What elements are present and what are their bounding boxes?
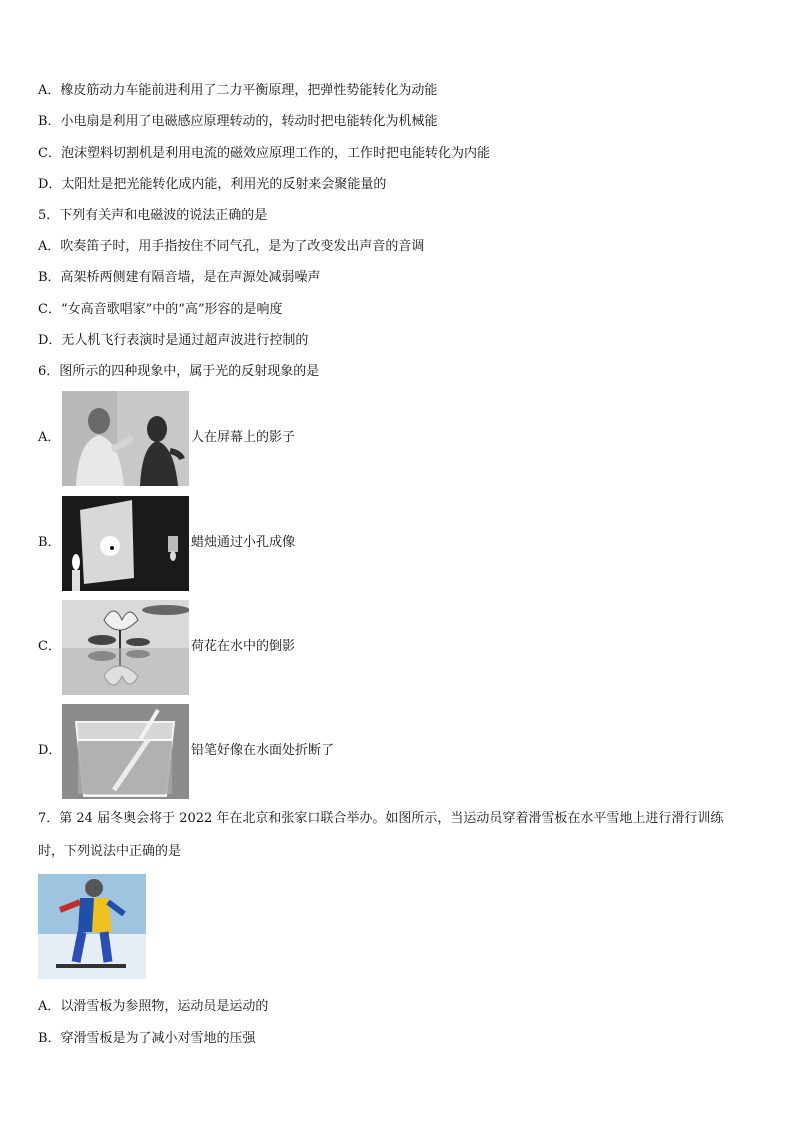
q5-option-c: C．“女高音歌唱家”中的“高”形容的是响度 <box>38 302 283 317</box>
q5-option-a: A．吹奏笛子时，用手指按住不同气孔，是为了改变发出声音的音调 <box>38 239 425 254</box>
q4-option-c: C．泡沫塑料切割机是利用电流的磁效应原理工作的，工作时把电能转化为内能 <box>38 146 490 161</box>
q7-stem-line2: 时，下列说法中正确的是 <box>38 844 182 859</box>
option-caption: 铅笔好像在水面处折断了 <box>191 743 335 758</box>
q7-stem-line1: 7．第 24 届冬奥会将于 2022 年在北京和张家口联合举办。如图所示，当运动员穿着滑雪板在水平雪地上进行滑行训练 <box>38 811 724 826</box>
q7-option-a: A．以滑雪板为参照物，运动员是运动的 <box>38 999 269 1014</box>
option-letter: B． <box>38 535 61 550</box>
pencil-in-water-photo <box>62 704 189 799</box>
q4-option-d: D．太阳灶是把光能转化成内能，利用光的反射来会聚能量的 <box>38 177 387 192</box>
option-caption: 荷花在水中的倒影 <box>191 639 296 654</box>
child-shadow-photo <box>62 391 189 486</box>
q4-option-a: A．橡皮筋动力车能前进利用了二力平衡原理，把弹性势能转化为动能 <box>38 83 438 98</box>
option-caption: 人在屏幕上的影子 <box>191 430 296 445</box>
q4-option-b: B．小电扇是利用了电磁感应原理转动的，转动时把电能转化为机械能 <box>38 114 438 129</box>
q6-option-b <box>38 496 438 592</box>
pinhole-candle-photo <box>62 496 189 591</box>
option-letter: D． <box>38 743 62 758</box>
q6-option-d <box>38 704 438 800</box>
q5-option-d: D．无人机飞行表演时是通过超声波进行控制的 <box>38 333 309 348</box>
q6-option-c <box>38 600 438 696</box>
option-caption: 蜡烛通过小孔成像 <box>191 535 296 550</box>
option-letter: C． <box>38 639 61 654</box>
option-letter: A． <box>38 430 61 445</box>
lotus-reflection-photo <box>62 600 189 695</box>
q6-option-a <box>38 391 438 487</box>
skier-photo <box>38 874 146 979</box>
q7-option-b: B．穿滑雪板是为了减小对雪地的压强 <box>38 1031 256 1046</box>
q5-option-b: B．高架桥两侧建有隔音墙，是在声源处减弱噪声 <box>38 270 321 285</box>
q6-stem: 6．图所示的四种现象中，属于光的反射现象的是 <box>38 364 320 379</box>
q5-stem: 5．下列有关声和电磁波的说法正确的是 <box>38 208 268 223</box>
